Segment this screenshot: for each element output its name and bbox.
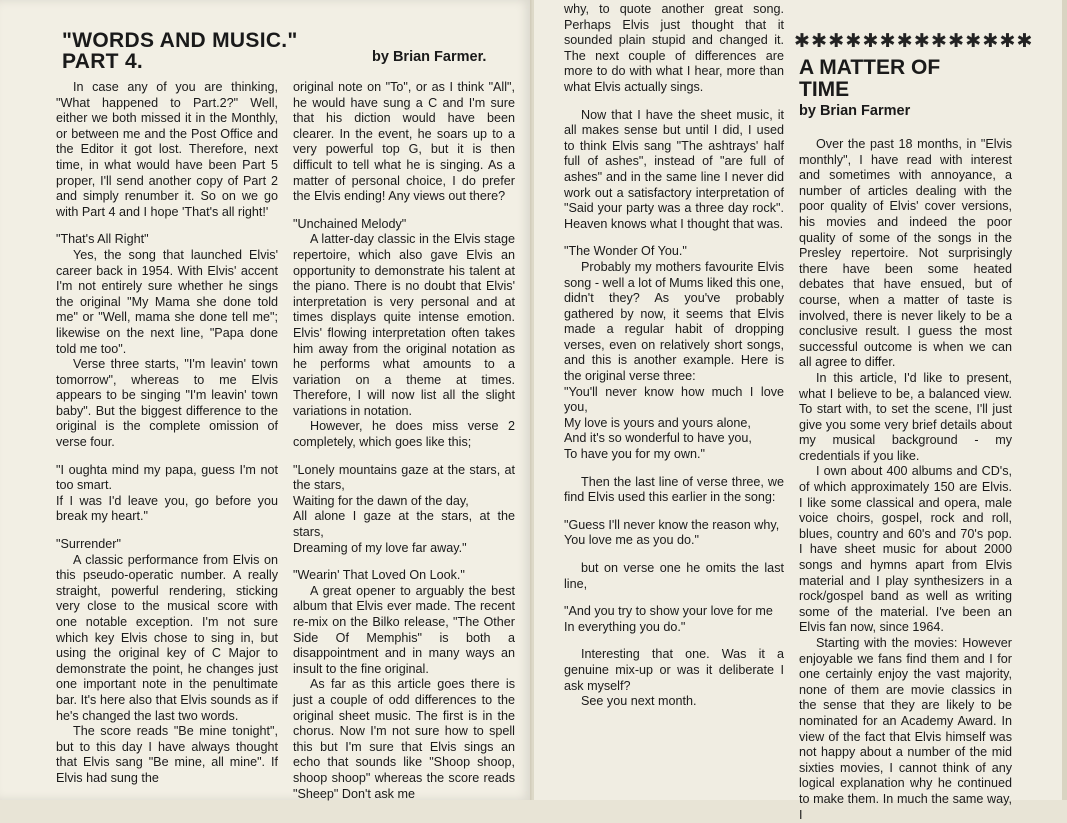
right-page xyxy=(534,0,1067,822)
paragraph: Interesting that one. Was it a genuine mix-up or was it deliberate I ask myself? xyxy=(564,647,784,693)
paragraph: In everything you do." xyxy=(564,619,686,634)
article-title-2 xyxy=(799,57,940,101)
star-divider: ✱✱✱✱✱✱✱✱✱✱✱✱✱✱ xyxy=(794,31,1034,52)
paragraph: A classic performance from Elvis on this pseudo-operatic number. A really straight, powerful rendering, sticking very close to the musical score with one notable exception. I'm not sure which key Elvis chose to sing in, but using the original key of C Major to demonstrate the point, he changes just one important note in the penultimate bar. It's here also that Elvis sounds as if he's changed the last two words. xyxy=(56,552,278,723)
left-column-1 xyxy=(56,80,278,787)
song-subheading: "Surrender" xyxy=(56,537,121,552)
paragraph: And it's so wonderful to have you, xyxy=(564,431,752,446)
paragraph-gap xyxy=(564,463,784,475)
paragraph: Probably my mothers favourite Elvis song - well a lot of Mums liked this one, didn't they? As you've probably gathered by now, it seems that Elvis made a regular habit of dropping verses, even on relatively short songs, and this is another example. Here is the original verse three: xyxy=(564,259,784,384)
song-subheading: "The Wonder Of You." xyxy=(564,244,687,259)
paragraph: Starting with the movies: However enjoyable we fans find them and I for one certainly enjoy the vast majority, none of them are movie classics in the sense that they are likely to be nominated for an Academy Award. In view of the fact that Elvis himself was not happy about a number of the mid sixties movies, I cannot think of any logical explanation why he continued to make them. In much the same way, I xyxy=(799,636,1012,822)
paragraph-gap xyxy=(564,506,784,518)
article-title-line2: PART 4. xyxy=(62,50,144,73)
article-title-line1: "WORDS AND MUSIC." xyxy=(62,29,298,52)
paragraph: However, he does miss verse 2 completely, which goes like this; xyxy=(293,419,515,450)
paragraph-gap xyxy=(293,556,515,568)
article-title-2-line1: A MATTER OF xyxy=(799,56,941,79)
right-column-1 xyxy=(564,2,784,710)
paragraph: "Guess I'll never know the reason why, xyxy=(564,517,780,532)
paragraph: A latter-day classic in the Elvis stage repertoire, which also gave Elvis an opportunity to demonstrate his talent at the piano. There is no doubt that Elvis' interpretation is very personal and at times displays quite intense emotion. Elvis' flowing interpretation often takes him away from the original notation as he performs what amounts to a variation on a theme at times. Therefore, I will now list all the slight variations in notation. xyxy=(293,232,515,418)
paragraph: why, to quote another great song. Perhaps Elvis just thought that it sounded plain stupid and changed it. The next couple of differences are more to do with what I hear, more than what Elvis actually sings. xyxy=(564,2,784,94)
paragraph: Dreaming of my love far away." xyxy=(293,540,467,555)
left-page xyxy=(0,0,532,800)
song-subheading: "Unchained Melody" xyxy=(293,216,407,231)
paragraph: In this article, I'd like to present, what I believe to be, a balanced view. To start with, to set the scene, I'll just give you some very brief details about my musical background - my credentials if you like. xyxy=(799,370,1012,463)
paragraph: All alone I gaze at the stars, at the stars, xyxy=(293,509,515,540)
paragraph: You love me as you do." xyxy=(564,533,699,548)
paragraph: "You'll never know how much I love you, xyxy=(564,384,784,415)
paragraph: See you next month. xyxy=(581,694,697,709)
paragraph: Then the last line of verse three, we find Elvis used this earlier in the song: xyxy=(564,474,784,505)
article-title xyxy=(62,30,298,72)
song-subheading: "Wearin' That Loved On Look." xyxy=(293,568,465,583)
article-title-2-line2: TIME xyxy=(799,78,850,101)
paragraph: The score reads "Be mine tonight", but to this day I have always thought that Elvis sang "Be mine, all mine". If Elvis had sung the xyxy=(56,724,278,785)
paragraph: Verse three starts, "I'm leavin' town tomorrow", whereas to me Elvis appears to be singing "I'm leavin' town baby". But the biggest difference to the original is the complete omission of verse four. xyxy=(56,357,278,450)
paragraph: Over the past 18 months, in "Elvis monthly", I have read with interest and sometimes with annoyance, a number of articles dealing with the poor quality of Elvis' cover versions, his movies and indeed the poor quality of some of the songs in the Presley repertoire. Not surprisingly there have been some heated debates that have ensued, but of course, when a matter of taste is involved, there is never likely to be a conclusive result. I guess the most successful outcome is when we can all agree to differ. xyxy=(799,137,1012,370)
paragraph: "Lonely mountains gaze at the stars, at the stars, xyxy=(293,462,515,493)
paragraph: but on verse one he omits the last line, xyxy=(564,561,784,591)
paragraph: To have you for my own." xyxy=(564,447,705,462)
paragraph: I own about 400 albums and CD's, of which approximately 150 are Elvis. I like some classical and opera, male voice choirs, gospel, rock and roll, blues, country and 60's and 70's pop. I have sheet music for about 2000 songs and hymns apart from Elvis material and I play synthesizers in a rock/gospel band as well as writing some of the material. I've been an Elvis fan now, since 1964. xyxy=(799,464,1012,635)
paragraph: A great opener to arguably the best album that Elvis ever made. The recent re-mix on the Bilko release, "The Other Side Of Memphis" is both a disappointment and in many ways an insult to the fine original. xyxy=(293,583,515,676)
paragraph-gap xyxy=(564,549,784,561)
article-byline-2: by Brian Farmer xyxy=(799,103,911,119)
paragraph: Now that I have the sheet music, it all makes sense but until I did, I used to think Elvis sang "The ashtrays' half full of ashes", instead of "are full of ashes" and in the same line I never did work out a satisfactory interpretation of "Said your party was a three day rock". Heaven knows what I thought that was. xyxy=(564,107,784,231)
paragraph: Waiting for the dawn of the day, xyxy=(293,493,469,508)
paragraph: As far as this article goes there is just a couple of odd differences to the original sheet music. The first is in the chorus. Now I'm not sure how to spell this but I'm sure that Elvis sings an echo that sounds like "Shoop shoop, shoop shoop" whereas the score reads "Sheep" Don't ask me xyxy=(293,677,515,801)
paragraph: "I oughta mind my papa, guess I'm not too smart. xyxy=(56,462,278,493)
left-column-2 xyxy=(293,80,515,802)
paragraph: Yes, the song that launched Elvis' career back in 1954. With Elvis' accent I'm not entirely sure whether he sings the original "My Mama she done told me" or "Well, mama she done tell me"; likewise on the next line, "Papa done told me too". xyxy=(56,247,278,356)
paragraph: If I was I'd leave you, go before you break my heart." xyxy=(56,493,278,524)
song-subheading: "That's All Right" xyxy=(56,232,149,247)
paragraph-gap xyxy=(564,232,784,244)
paragraph: In case any of you are thinking, "What happened to Part.2?" Well, either we both missed it in the Monthly, or between me and the Post Office and the Editor it got lost. Therefore, next time, in what would have been Part 5 proper, I'll send another copy of Part 2 and simply renumber it. So on we go with Part 4 and I hope 'That's all right!' xyxy=(56,80,278,219)
paragraph-gap xyxy=(56,220,278,232)
page-edge xyxy=(1062,0,1067,800)
article-byline: by Brian Farmer. xyxy=(372,49,487,65)
paragraph-gap xyxy=(56,451,278,463)
paragraph: My love is yours and yours alone, xyxy=(564,415,751,430)
paragraph-gap xyxy=(564,592,784,604)
paragraph-gap xyxy=(564,635,784,647)
paragraph-gap xyxy=(564,96,784,108)
paragraph-gap xyxy=(293,451,515,463)
right-column-2 xyxy=(799,137,1012,823)
paragraph: "And you try to show your love for me xyxy=(564,604,773,619)
paragraph-gap xyxy=(56,525,278,537)
paragraph: original note on "To", or as I think "All", he would have sung a C and I'm sure that his diction would have been clearer. In the event, he soars up to a very powerful top G, but it is then difficult to tell what he is singing. As a matter of personal choice, I do prefer the Elvis ending! Any views out there? xyxy=(293,80,515,204)
paragraph-gap xyxy=(293,205,515,217)
